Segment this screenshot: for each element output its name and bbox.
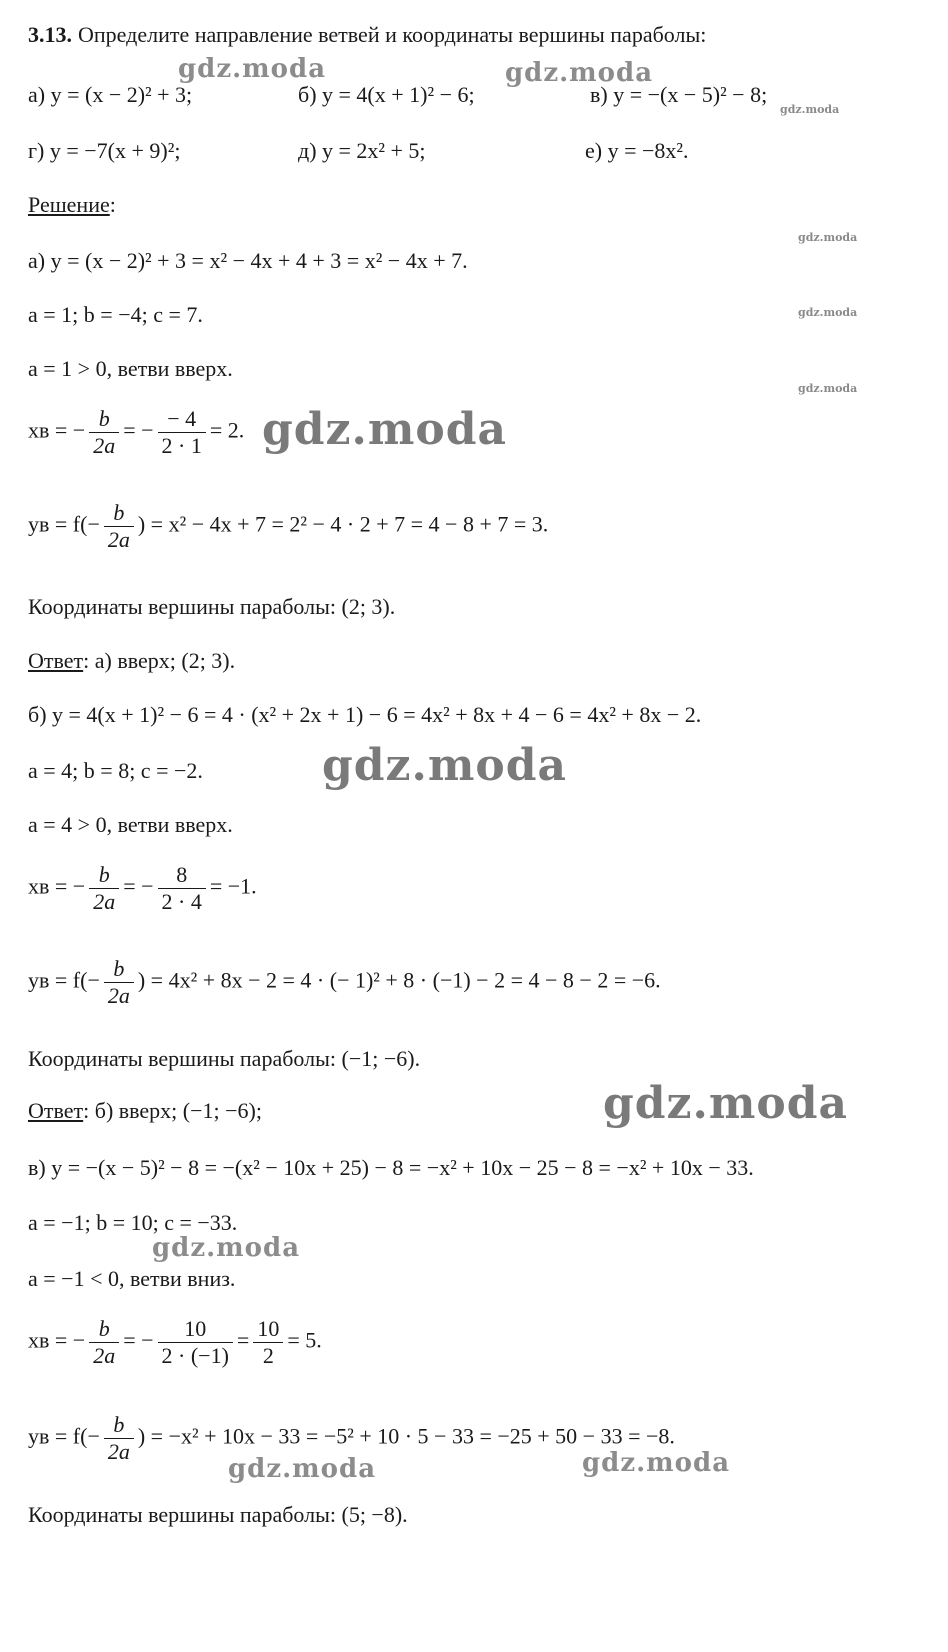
- part-b-answer: Ответ: б) вверх; (−1; −6);: [28, 1098, 262, 1123]
- watermark: gdz.moda: [228, 1454, 377, 1484]
- part-v-xv-formula: xв = − $\frac{b}{2a}$ = − $\frac{10}{2 \cdot (-1)}$ = $\frac{10}{2}$ = 5.: [28, 1316, 322, 1368]
- part-v-yv-formula: yв = f(− $\frac{b}{2a}$ ) = −x² + 10x − 33 = −5² + 10 · 5 − 33 = −25 + 50 − 33 = −8.: [28, 1412, 675, 1464]
- watermark: gdz.moda: [798, 306, 858, 319]
- part-b-equation: б) y = 4(x + 1)² − 6 = 4 · (x² + 2x + 1) − 6 = 4x² + 8x + 4 − 6 = 4x² + 8x − 2.: [28, 702, 702, 727]
- part-a-equation: а) y = (x − 2)² + 3 = x² − 4x + 4 + 3 = x² − 4x + 7.: [28, 248, 468, 273]
- part-v-vertex: Координаты вершины параболы: (5; −8).: [28, 1502, 408, 1527]
- watermark: gdz.moda: [798, 231, 858, 244]
- solution-label: Решение:: [28, 192, 116, 217]
- task-text: Определите направление ветвей и координаты вершины параболы:: [78, 22, 707, 47]
- part-b-branches: a = 4 > 0, ветви вверх.: [28, 812, 233, 837]
- watermark: gdz.moda: [505, 58, 654, 88]
- watermark: gdz.moda: [262, 404, 508, 455]
- watermark: gdz.moda: [582, 1448, 731, 1478]
- option-a: а) y = (x − 2)² + 3;: [28, 82, 193, 107]
- part-b-coefficients: a = 4; b = 8; c = −2.: [28, 758, 203, 783]
- task-heading: [28, 24, 706, 46]
- part-a-vertex: Координаты вершины параболы: (2; 3).: [28, 594, 396, 619]
- part-a-answer: Ответ: а) вверх; (2; 3).: [28, 648, 236, 673]
- watermark: gdz.moda: [178, 54, 327, 84]
- watermark: gdz.moda: [322, 740, 568, 791]
- part-a-coefficients: a = 1; b = −4; c = 7.: [28, 302, 203, 327]
- part-v-branches: a = −1 < 0, ветви вниз.: [28, 1266, 236, 1291]
- option-e: е) y = −8x².: [585, 138, 689, 163]
- task-number: 3.13.: [28, 22, 72, 47]
- option-g: г) y = −7(x + 9)²;: [28, 138, 181, 163]
- option-d: д) y = 2x² + 5;: [298, 138, 426, 163]
- watermark: gdz.moda: [780, 103, 840, 116]
- watermark: gdz.moda: [152, 1233, 301, 1263]
- option-b: б) y = 4(x + 1)² − 6;: [298, 82, 475, 107]
- part-a-xv-formula: xв = − $\frac{b}{2a}$ = − $\frac{- 4}{2 \cdot 1}$ = 2.: [28, 406, 245, 458]
- watermark: gdz.moda: [798, 382, 858, 395]
- part-a-yv-formula: yв = f(− $\frac{b}{2a}$ ) = x² − 4x + 7 = 2² − 4 · 2 + 7 = 4 − 8 + 7 = 3.: [28, 500, 549, 552]
- part-a-branches: a = 1 > 0, ветви вверх.: [28, 356, 233, 381]
- part-b-xv-formula: xв = − $\frac{b}{2a}$ = − $\frac{8}{2 \cdot 4}$ = −1.: [28, 862, 257, 914]
- part-v-coefficients: a = −1; b = 10; c = −33.: [28, 1210, 238, 1235]
- part-b-vertex: Координаты вершины параболы: (−1; −6).: [28, 1046, 421, 1071]
- part-v-equation: в) y = −(x − 5)² − 8 = −(x² − 10x + 25) − 8 = −x² + 10x − 25 − 8 = −x² + 10x − 33.: [28, 1155, 754, 1180]
- part-b-yv-formula: yв = f(− $\frac{b}{2a}$ ) = 4x² + 8x − 2 = 4 · (− 1)² + 8 · (−1) − 2 = 4 − 8 − 2 = −6.: [28, 956, 661, 1008]
- option-v: в) y = −(x − 5)² − 8;: [590, 82, 768, 107]
- watermark: gdz.moda: [603, 1078, 849, 1129]
